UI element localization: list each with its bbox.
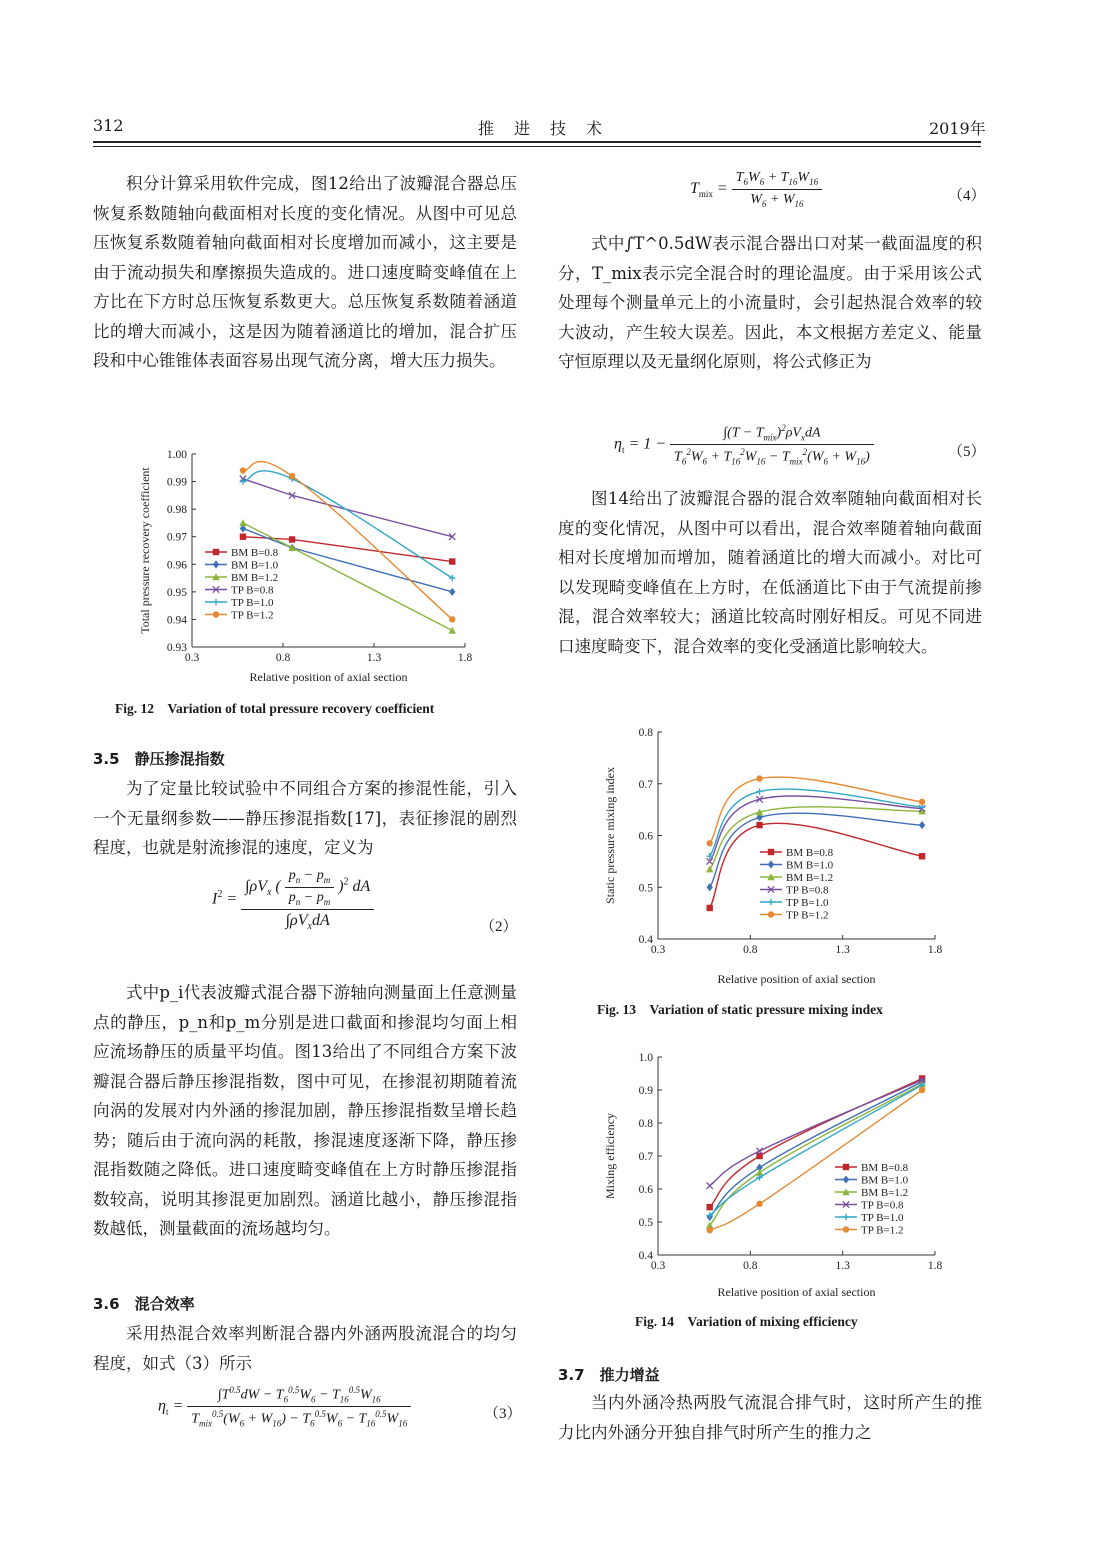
series-3 bbox=[240, 476, 456, 540]
section-3-6-heading: 3.6 混合效率 bbox=[93, 1295, 195, 1313]
legend-marker bbox=[768, 911, 774, 917]
section-3-5-heading: 3.5 静压掺混指数 bbox=[93, 750, 225, 768]
y-tick-label: 0.96 bbox=[166, 559, 187, 572]
y-tick-label: 0.6 bbox=[638, 830, 653, 843]
header-rule bbox=[93, 141, 981, 143]
y-tick-label: 0.8 bbox=[638, 1118, 653, 1130]
right-paragraph-3: 当内外涵冷热两股气流混合排气时，这时所产生的推力比内外涵分开独自排气时所产生的推力之 bbox=[558, 1393, 982, 1442]
data-point bbox=[449, 588, 455, 596]
legend-marker bbox=[843, 1226, 849, 1232]
legend-label: BM B=1.2 bbox=[786, 872, 834, 884]
legend-label: TP B=1.2 bbox=[231, 609, 274, 622]
legend-marker bbox=[768, 899, 774, 905]
y-tick-label: 0.6 bbox=[638, 1184, 653, 1196]
y-tick-label: 0.4 bbox=[638, 934, 653, 946]
journal-title: 推 进 技 术 bbox=[478, 119, 605, 138]
x-tick-label: 0.8 bbox=[275, 652, 291, 664]
right-paragraph-2: 图14给出了波瓣混合器的混合效率随轴向截面相对长度的变化情况，从图中可以看出，混合效率随着轴向截面相对长度增加而增加，随着涵道比的增大而减小。对比可以发现畸变峰值在上方时，在低涵道比下由于气流提前掺混，混合效率较大；涵道比较高时刚好相反。可见不同进口速度畸变下，混合效率的变化受涵道比影响较大。 bbox=[558, 489, 982, 656]
data-point bbox=[756, 1201, 762, 1207]
x-tick-label: 0.3 bbox=[184, 652, 200, 664]
legend-label: BM B=1.0 bbox=[861, 1174, 909, 1187]
y-axis-label: Mixing efficiency bbox=[603, 1112, 617, 1200]
data-point bbox=[289, 536, 295, 542]
x-axis-label: Relative position of axial section bbox=[249, 670, 408, 684]
y-tick-label: 0.7 bbox=[638, 778, 653, 791]
legend-label: BM B=0.8 bbox=[231, 547, 279, 559]
x-tick-label: 0.8 bbox=[743, 944, 758, 956]
y-tick-label: 0.94 bbox=[166, 614, 187, 627]
legend-label: TP B=1.0 bbox=[786, 897, 829, 909]
data-point bbox=[919, 853, 925, 859]
left-paragraph-4: 采用热混合效率判断混合器内外涵两股流混合的均匀程度，如式（3）所示 bbox=[93, 1324, 517, 1373]
legend-marker bbox=[213, 599, 219, 605]
data-point bbox=[919, 821, 925, 829]
equation-2-number: （2） bbox=[480, 919, 518, 935]
x-axis-label: Relative position of axial section bbox=[717, 972, 876, 986]
y-tick-label: 1.0 bbox=[638, 1052, 653, 1064]
equation-3-number: （3） bbox=[484, 1406, 522, 1422]
data-point bbox=[919, 1087, 925, 1093]
data-point bbox=[449, 627, 456, 634]
equation-4-number: （4） bbox=[948, 188, 986, 204]
x-tick-label: 1.3 bbox=[835, 944, 850, 956]
y-tick-label: 0.9 bbox=[638, 1085, 653, 1097]
x-tick-label: 0.3 bbox=[650, 944, 666, 956]
equation-5-number: （5） bbox=[948, 444, 986, 460]
legend-marker bbox=[768, 861, 774, 869]
x-tick-label: 0.8 bbox=[743, 1260, 758, 1272]
data-point bbox=[756, 775, 762, 781]
equation-5: $\eta_t = 1$ − $\frac{\int(T - T_{mix})^2\rho V_xdA}{T_6^2W_6 + T_{16}^2W_{16} - T_{mix}^2(W_6 + W_{16})}$ bbox=[614, 423, 874, 467]
left-paragraph-1: 积分计算采用软件完成，图12给出了波瓣混合器总压恢复系数随轴向截面相对长度的变化情况。从图中可见总压恢复系数随着轴向截面相对长度增加而减小，这主要是由于流动损失和摩擦损失造成的。进口速度畸变峰值在上方比在下方时总压恢复系数更大。总压恢复系数随着涵道比的增大而减小，这是因为随着涵道比的增加，混合扩压段和中心锥锥体表面容易出现气流分离，增大压力损失。 bbox=[93, 174, 517, 370]
data-point bbox=[289, 473, 295, 479]
data-point bbox=[449, 616, 455, 622]
y-tick-label: 0.93 bbox=[166, 642, 187, 654]
series-line bbox=[243, 479, 452, 537]
legend-label: BM B=1.0 bbox=[786, 859, 834, 872]
legend-marker bbox=[843, 1164, 849, 1170]
fig14-caption: Fig. 14 Variation of mixing efficiency bbox=[635, 1314, 858, 1329]
section-3-7-heading: 3.7 推力增益 bbox=[558, 1366, 660, 1384]
legend-label: TP B=0.8 bbox=[786, 884, 829, 897]
data-point bbox=[707, 1227, 713, 1233]
legend-label: TP B=1.2 bbox=[861, 1224, 904, 1237]
data-point bbox=[240, 467, 246, 473]
legend-label: BM B=1.2 bbox=[231, 572, 279, 584]
left-paragraph-3: 式中p_i代表波瓣式混合器下游轴向测量面上任意测量点的静压，p_n和p_m分别是进口截面和掺混均匀面上相应流场静压的质量平均值。图13给出了不同组合方案下波瓣混合器后静压掺混指数，图中可见，在掺混初期随着流向涡的发展对内外涵的掺混加剧，静压掺混指数呈增长趋势；随后由于流向涡的耗散，掺混速度逐渐下降，静压掺混指数随之降低。进口速度畸变峰值在上方时静压掺混指数较高，说明其掺混更加剧烈。涵道比越小，静压掺混指数越低，测量截面的流场越均匀。 bbox=[93, 983, 517, 1238]
data-point bbox=[239, 519, 246, 526]
data-point bbox=[707, 840, 713, 846]
y-axis-label: Static pressure mixing index bbox=[603, 767, 617, 904]
chart-fig14 bbox=[600, 1045, 945, 1300]
legend-label: TP B=1.0 bbox=[231, 597, 274, 609]
data-point bbox=[449, 558, 455, 564]
legend-marker bbox=[213, 561, 219, 569]
y-tick-label: 0.98 bbox=[166, 504, 187, 517]
data-point bbox=[449, 575, 455, 581]
y-tick-label: 0.5 bbox=[638, 882, 653, 895]
data-point bbox=[707, 1183, 713, 1189]
y-axis-label: Total pressure recovery coefficient bbox=[138, 467, 152, 634]
y-tick-label: 1.00 bbox=[166, 449, 187, 461]
legend-marker bbox=[843, 1176, 849, 1184]
y-tick-label: 0.95 bbox=[166, 586, 187, 599]
legend-label: TP B=1.0 bbox=[861, 1212, 904, 1224]
equation-4: $T_{mix}$ = $\frac{T_6W_6 + T_{16}W_{16}}{W_6 + W_{16}}$ bbox=[690, 170, 822, 209]
legend bbox=[835, 1162, 909, 1237]
legend-label: BM B=1.0 bbox=[231, 559, 279, 572]
y-tick-label: 0.99 bbox=[166, 476, 187, 489]
legend-label: BM B=0.8 bbox=[861, 1162, 909, 1174]
left-paragraph-2: 为了定量比较试验中不同组合方案的掺混性能，引入一个无量纲参数——静压掺混指数[17]，表征掺混的剧烈程度，也就是射流掺混的速度，定义为 bbox=[93, 779, 517, 857]
legend bbox=[205, 547, 279, 622]
data-point bbox=[756, 788, 762, 794]
x-axis-label: Relative position of axial section bbox=[717, 1285, 876, 1299]
data-point bbox=[919, 799, 925, 805]
y-tick-label: 0.7 bbox=[638, 1151, 653, 1163]
legend bbox=[760, 847, 834, 922]
chart-fig13 bbox=[600, 722, 945, 987]
journal-year: 2019年 bbox=[929, 119, 986, 138]
legend-label: TP B=0.8 bbox=[231, 584, 274, 597]
y-tick-label: 0.4 bbox=[638, 1250, 653, 1262]
fig12-caption: Fig. 12 Variation of total pressure recovery coefficient bbox=[115, 701, 435, 716]
legend-label: TP B=0.8 bbox=[861, 1199, 904, 1212]
legend-marker bbox=[768, 849, 774, 855]
data-point bbox=[756, 822, 762, 828]
legend-label: BM B=0.8 bbox=[786, 847, 834, 859]
y-tick-label: 0.5 bbox=[638, 1217, 653, 1229]
y-tick-label: 0.8 bbox=[638, 727, 653, 739]
legend-marker bbox=[843, 1214, 849, 1220]
equation-2: $I^2$ = $\int\rho V_x$ ( $\frac{p_n - p_m}{p_n - p_m}$ )$^2$ dA $\int\rho V_xdA$ bbox=[212, 868, 374, 932]
right-paragraph-1: 式中∫T^0.5dW表示混合器出口对某一截面温度的积分，T_mix表示完全混合时的理论温度。由于采用该公式处理每个测量单元上的小流量时，会引起热混合效率的较大波动，产生较大误差。因此，本文根据方差定义、能量守恒原理以及无量纲化原则，将公式修正为 bbox=[558, 234, 982, 371]
x-tick-label: 1.8 bbox=[927, 944, 943, 956]
x-tick-label: 1.3 bbox=[835, 1260, 850, 1272]
fig13-caption: Fig. 13 Variation of static pressure mixing index bbox=[597, 1002, 883, 1017]
y-tick-label: 0.97 bbox=[166, 531, 187, 544]
x-tick-label: 0.3 bbox=[650, 1260, 666, 1272]
x-tick-label: 1.8 bbox=[457, 652, 473, 664]
data-point bbox=[707, 905, 713, 911]
legend-marker bbox=[213, 549, 219, 555]
page-number: 312 bbox=[93, 116, 124, 135]
legend-label: BM B=1.2 bbox=[861, 1187, 909, 1199]
header-rule-thin bbox=[93, 146, 981, 147]
x-tick-label: 1.8 bbox=[927, 1260, 943, 1272]
legend-label: TP B=1.2 bbox=[786, 909, 829, 922]
x-tick-label: 1.3 bbox=[366, 652, 382, 664]
data-point bbox=[707, 1204, 713, 1210]
chart-fig12 bbox=[135, 440, 475, 685]
equation-3: $\eta_t$ = $\frac{\int T^{0.5}dW - T_6^{0.5}W_6 - T_{16}^{0.5}W_{16}}{T_{mix}^{0.5}(W_6 + W_{16}) - T_6^{0.5}W_6 - T_{16}^{0.5}W_{16}}$ bbox=[158, 1385, 411, 1429]
legend-marker bbox=[213, 611, 219, 617]
data-point bbox=[240, 534, 246, 540]
